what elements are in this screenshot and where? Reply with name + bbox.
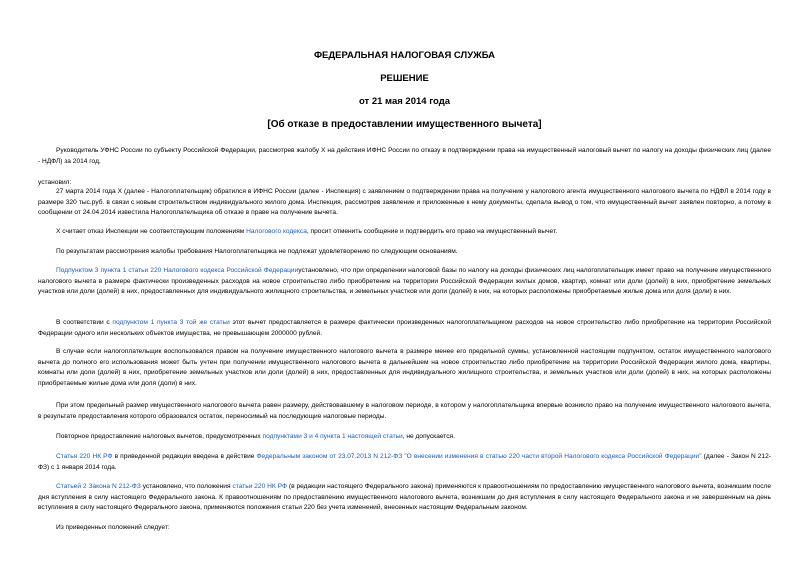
text-segment: установлено, что при определении налоговой базы по налогу на доходы физических лиц налогоплательщик имеет право на получение имущественного налогового вычета в размере фактически произведенных расходов на новое строительство либо приобретение на территории Российской Федерации жилых домов, квартир, комнат или доли (долей) в них, приобретение земельных участков или доли (долей) в них, предоставленных для индивидуального жилищного строительства, и земельных участков или доли (долей) в них, на которых расположены приобретаемые жилые дома или доля (доли) в них. — [38, 267, 771, 295]
link-federal-law-212[interactable]: Федеральным законом от 23.07.2013 N 212-ФЗ "О внесении изменения в статью 220 части второй Налогового кодекса Российской Федерации" — [256, 453, 702, 460]
paragraph-law-212 — [38, 452, 771, 473]
paragraph-complaint — [38, 227, 771, 238]
document-date: от 21 мая 2014 года — [358, 96, 451, 107]
paragraph-facts: 27 марта 2014 года Х (далее - Налогоплательщик) обратился в ИФНС России (далее - Инспекция) с заявлением о подтверждении права на получение у налогового агента имущественного налогового вычета по НДФЛ в 2014 году в размере 320 тыс.руб. в связи с новым строительством индивидуального жилого дома. Инспекция, рассмотрев заявление и приложенные к нему документы, сделала вывод о том, что имущественный вычет заявлен повторно, а потому в сообщении от 24.04.2014 известила Налогоплательщика об отказе в праве на получение вычета. — [38, 188, 771, 216]
link-article-220-nk-2[interactable]: статьи 220 НК РФ — [232, 483, 287, 490]
link-subparagraph-1[interactable]: подпунктом 1 пункта 3 той же статьи — [112, 319, 230, 326]
paragraph-repeat — [38, 432, 771, 443]
document-subject: [Об отказе в предоставлении имущественного вычета] — [267, 119, 542, 130]
text-segment: , не допускается. — [402, 433, 455, 440]
text-segment: (в редакции настоящего Федерального закона) применяются к правоотношениям по предоставлению имущественного налогового вычета, возникшим после дня вступления в силу настоящего Федерального закона. К правоотношениям по предоставлению имущественного налогового вычета, возникшим до дня вступления в силу настоящего Федерального закона и не завершенным на день вступления в силу настоящего Федерального закона, применяются положения статьи 220 без учета изменений, внесенных настоящим Федеральным законом. — [38, 483, 772, 511]
text-segment: В соответствии с — [56, 319, 113, 326]
paragraph-max-size: При этом предельный размер имущественного налогового вычета равен размеру, действовавшему в налоговом периоде, в котором у налогоплательщика впервые возникло право на получение имущественного налогового вычета, в результате предоставления которого образовался остаток, переносимый на последующие налоговые периоды. — [38, 402, 771, 420]
agency-title: ФЕДЕРАЛЬНАЯ НАЛОГОВАЯ СЛУЖБА — [313, 50, 496, 61]
text-segment: в приведенной редакции введена в действие — [112, 453, 257, 460]
link-article-220[interactable]: Подпунктом 3 пункта 1 статьи 220 Налогового кодекса Российской Федерации — [56, 267, 299, 274]
paragraph-intro: Руководитель УФНС России по субъекту Российской Федерации, рассмотрев жалобу Х на действия ИФНС России по отказу в подтверждении права на имущественный налоговый вычет по налогу на доходы физических лиц (далее - НДФЛ) за 2014 год, — [38, 147, 771, 165]
paragraph-limit — [38, 318, 771, 339]
text-segment: Повторное предоставление налоговых вычетов, предусмотренных — [56, 433, 263, 440]
paragraph-label-established: установил: — [38, 179, 72, 186]
paragraph-article-220 — [38, 266, 771, 298]
paragraph-conclusion: Из приведенных положений следует: — [56, 524, 170, 531]
text-segment: установлено, что положения — [140, 483, 233, 490]
text-segment: (далее - Закон N 212-ФЗ) с 1 января 2014 года. — [38, 453, 772, 471]
link-article-220-nk[interactable]: Статья 220 НК РФ — [56, 453, 113, 460]
text-segment: , просит отменить сообщение и подтвердить его право на имущественный вычет. — [306, 228, 558, 235]
paragraph-results: По результатам рассмотрения жалобы требования Налогоплательщика не подлежат удовлетворению по следующим основаниям. — [56, 248, 458, 255]
paragraph-remainder: В случае если налогоплательщик воспользовался правом на получение имущественного налогового вычета в размере менее его предельной суммы, установленной настоящим подпунктом, остаток имущественного налогового вычета до полного его использования может быть учтен при получении имущественного налогового вычета в дальнейшем на новое строительство либо приобретение на территории Российской Федерации жилого дома, квартиры, комнаты или доли (долей) в них, приобретение земельных участков или доли (долей) в них, предоставленных для индивидуального жилищного строительства, и земельных участков или доли (долей) в них, на которых расположены приобретаемые жилые дома или доля (доли) в них. — [38, 348, 771, 387]
link-subparagraphs-3-4[interactable]: подпунктами 3 и 4 пункта 1 настоящей статьи — [262, 433, 403, 440]
text-segment: Х считает отказ Инспекции не соответствующим положениям — [56, 228, 247, 235]
link-tax-code[interactable]: Налогового кодекса — [246, 228, 307, 235]
document-type: РЕШЕНИЕ — [380, 73, 429, 84]
link-article-2-law[interactable]: Статьей 2 Закона N 212-ФЗ — [56, 483, 141, 490]
text-segment: этот вычет предоставляется в размере фактически произведенных налогоплательщиком расходов на новое строительство либо приобретение на территории Российской Федерации одного или нескольких объектов имущества, не превышающем 2000000 рублей. — [38, 319, 771, 337]
paragraph-article-2 — [38, 482, 771, 514]
